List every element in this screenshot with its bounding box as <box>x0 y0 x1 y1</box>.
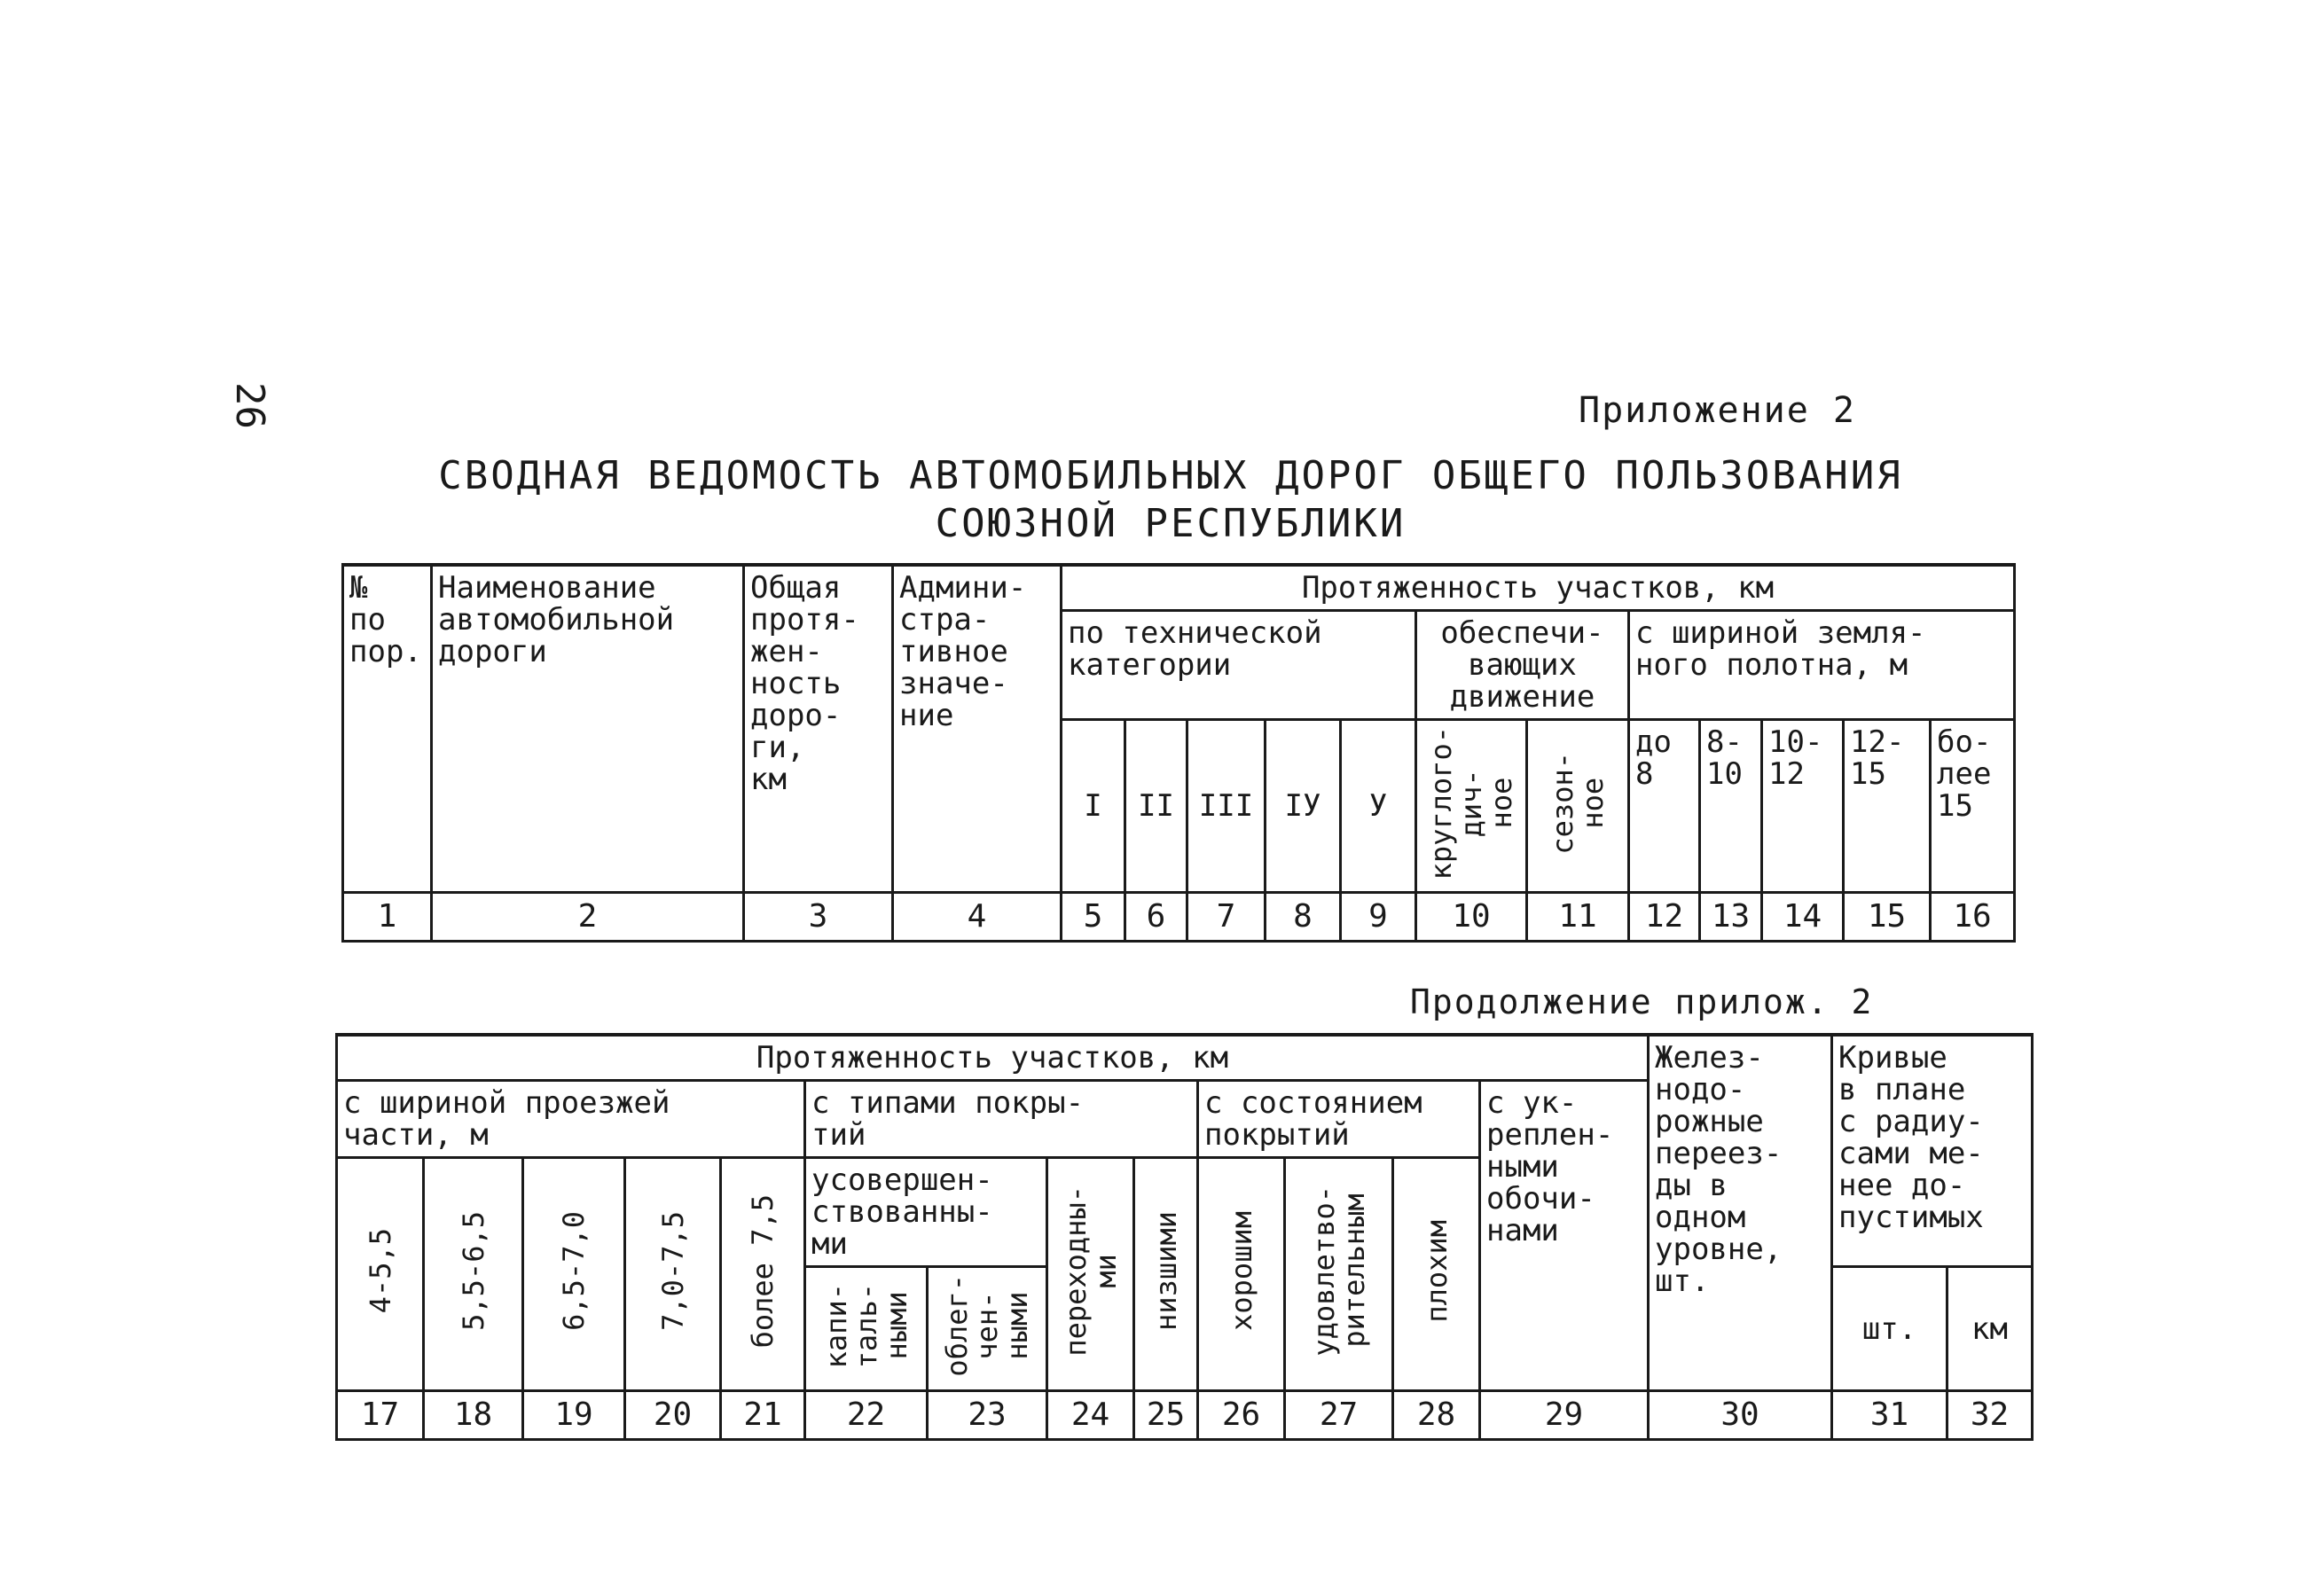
header-improved: усовершен- ствованны- ми <box>805 1158 1047 1267</box>
column-number: 29 <box>1480 1391 1649 1440</box>
column-number: 19 <box>523 1391 625 1440</box>
header-curves: Кривые в плане с радиу- сами ме- нее до- пустимых <box>1832 1035 2033 1267</box>
header-providing-traffic: обеспечи- вающих движение <box>1416 611 1629 720</box>
column-number: 4 <box>893 893 1062 942</box>
header-section-length: Протяженность участков, км <box>1062 565 2015 611</box>
column-number: 22 <box>805 1391 928 1440</box>
column-number: 20 <box>625 1391 721 1440</box>
carriage-cat-3: 6,5-7,0 <box>557 1211 591 1331</box>
tech-cat-3: III <box>1187 720 1266 893</box>
header-tech-category: по технической категории <box>1062 611 1416 720</box>
column-number: 14 <box>1762 893 1844 942</box>
column-number: 25 <box>1134 1391 1198 1440</box>
title-line-2: СОЮЗНОЙ РЕСПУБЛИКИ <box>935 501 1407 546</box>
cover-lower: низшими <box>1148 1211 1183 1331</box>
header-number: № по пор. <box>343 565 432 893</box>
page-title <box>266 452 2075 548</box>
column-number: 10 <box>1416 893 1527 942</box>
header-road-name: Наименование автомобильной дороги <box>432 565 744 893</box>
header-section-length: Протяженность участков, км <box>337 1035 1649 1081</box>
state-good: хорошим <box>1224 1211 1258 1331</box>
header-cover-types: с типами покры- тий <box>805 1081 1198 1158</box>
column-number: 16 <box>1931 893 2015 942</box>
state-satisfactory: удовлетво- рительным <box>1306 1185 1371 1357</box>
curve-count: шт. <box>1832 1267 1947 1391</box>
column-number: 15 <box>1844 893 1931 942</box>
column-number: 17 <box>337 1391 424 1440</box>
state-poor: плохим <box>1419 1219 1454 1323</box>
column-number: 23 <box>928 1391 1047 1440</box>
column-number: 13 <box>1700 893 1762 942</box>
summary-table-part1 <box>341 563 2016 943</box>
column-number: 9 <box>1341 893 1416 942</box>
summary-table-part2 <box>335 1033 2034 1441</box>
header-reinforced-shoulders: с ук- реплен- ными обочи- нами <box>1480 1081 1649 1391</box>
cover-transitional: переходны- ми <box>1058 1185 1123 1357</box>
column-number: 32 <box>1947 1391 2033 1440</box>
carriage-cat-5: более 7,5 <box>746 1193 780 1349</box>
column-number: 8 <box>1266 893 1341 942</box>
column-number: 30 <box>1649 1391 1832 1440</box>
continuation-label: Продолжение прилож. 2 <box>1410 982 1874 1021</box>
header-admin-significance: Админи- стра- тивное значе- ние <box>893 565 1062 893</box>
title-line-1: СВОДНАЯ ВЕДОМОСТЬ АВТОМОБИЛЬНЫХ ДОРОГ ОБЩЕГО ПОЛЬЗОВАНИЯ <box>438 453 1903 498</box>
improved-lightweight: облег- чен- ными <box>940 1274 1034 1377</box>
carriage-cat-1: 4-5,5 <box>363 1228 397 1314</box>
tech-cat-1: I <box>1062 720 1125 893</box>
page-number: 26 <box>226 382 272 429</box>
column-number: 3 <box>744 893 893 942</box>
column-number: 18 <box>424 1391 523 1440</box>
carriage-cat-2: 5,5-6,5 <box>456 1211 490 1331</box>
column-number: 5 <box>1062 893 1125 942</box>
column-number: 24 <box>1047 1391 1134 1440</box>
provide-seasonal: сезон- ное <box>1546 751 1610 855</box>
width-cat-3: 10- 12 <box>1762 720 1844 893</box>
improved-capital: капи- таль- ными <box>819 1282 913 1369</box>
column-number: 21 <box>721 1391 805 1440</box>
header-carriageway-width: с шириной проезжей части, м <box>337 1081 805 1158</box>
tech-cat-4: IУ <box>1266 720 1341 893</box>
column-number: 11 <box>1527 893 1629 942</box>
tech-cat-5: У <box>1341 720 1416 893</box>
column-number: 1 <box>343 893 432 942</box>
column-number: 12 <box>1629 893 1700 942</box>
column-number: 7 <box>1187 893 1266 942</box>
width-cat-1: до 8 <box>1629 720 1700 893</box>
header-rail-crossings: Желез- нодо- рожные переез- ды в одном уровне, шт. <box>1649 1035 1832 1391</box>
carriage-cat-4: 7,0-7,5 <box>655 1211 690 1331</box>
width-cat-2: 8- 10 <box>1700 720 1762 893</box>
column-number: 27 <box>1285 1391 1393 1440</box>
width-cat-4: 12- 15 <box>1844 720 1931 893</box>
curve-km: км <box>1947 1267 2033 1391</box>
header-total-length: Общая протя- жен- ность доро- ги, км <box>744 565 893 893</box>
column-number: 6 <box>1125 893 1187 942</box>
header-subgrade-width: с шириной земля- ного полотна, м <box>1629 611 2015 720</box>
provide-year-round: круглого- дич- ное <box>1424 726 1518 880</box>
column-number: 26 <box>1198 1391 1285 1440</box>
tech-cat-2: II <box>1125 720 1187 893</box>
column-number: 28 <box>1393 1391 1480 1440</box>
column-number: 2 <box>432 893 744 942</box>
column-number: 31 <box>1832 1391 1947 1440</box>
appendix-label: Приложение 2 <box>1579 390 1856 431</box>
width-cat-5: бо- лее 15 <box>1931 720 2015 893</box>
header-cover-state: с состоянием покрытий <box>1198 1081 1480 1158</box>
